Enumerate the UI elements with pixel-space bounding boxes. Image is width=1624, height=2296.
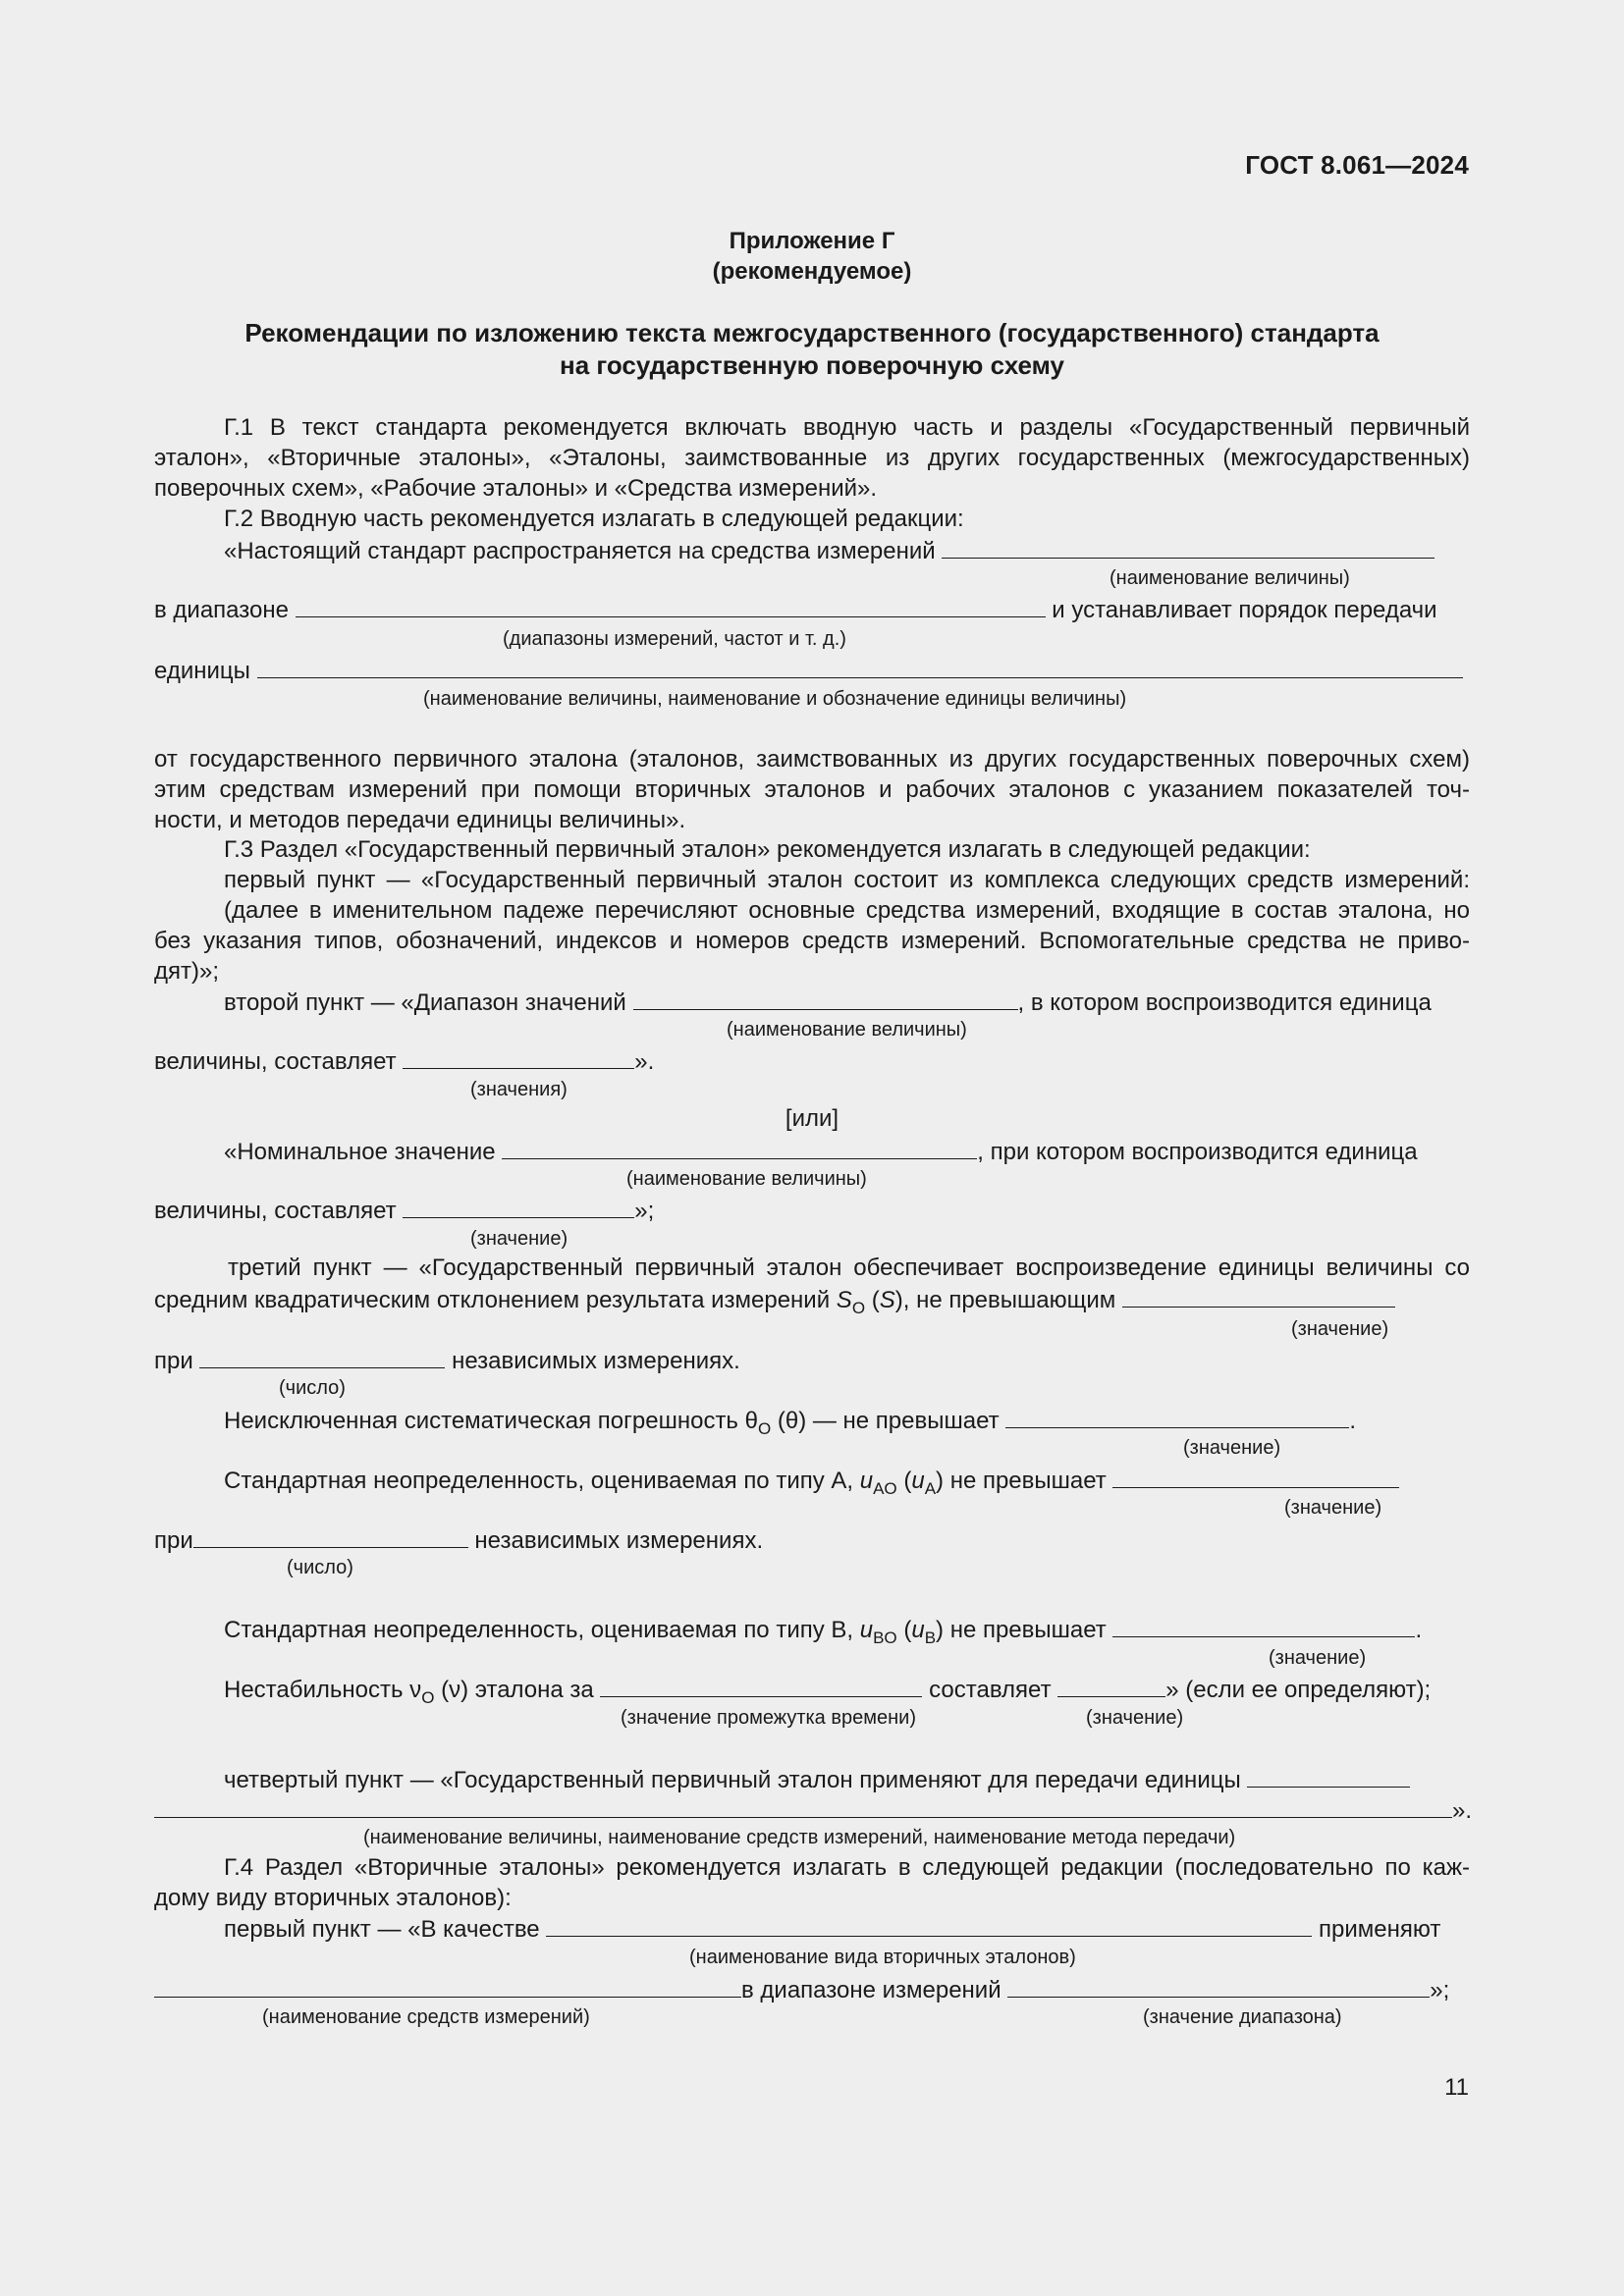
symbol-subscript: O <box>851 1298 866 1317</box>
field-caption: (диапазоны измерений, частот и т. д.) <box>503 628 846 650</box>
field-caption: (значение) <box>1269 1647 1367 1669</box>
fill-in-blank <box>296 595 1046 617</box>
paragraph-g3-line <box>154 1346 740 1375</box>
text-fragment: . <box>1415 1617 1423 1643</box>
field-caption: (наименование величины) <box>626 1168 867 1190</box>
fill-in-blank <box>1247 1765 1410 1788</box>
paragraph-g2-line <box>224 536 1435 565</box>
fill-in-blank <box>633 988 1018 1010</box>
text-fragment: Стандартная неопределенность, оцениваемая по типу В, <box>224 1617 854 1643</box>
field-caption: (число) <box>287 1557 353 1578</box>
symbol-subscript: B <box>924 1628 937 1647</box>
document-code: ГОСТ 8.061—2024 <box>1245 150 1469 180</box>
text-fragment: четвертый пункт — «Государственный первичный эталон применяют для передачи единицы <box>224 1767 1241 1793</box>
symbol: u <box>859 1617 874 1643</box>
fill-in-blank <box>1112 1466 1399 1488</box>
text-fragment: . <box>1349 1408 1356 1434</box>
paragraph-g3-line: третий пункт — «Государственный первичный эталон обеспечивает воспроизведение единицы величины со <box>228 1255 1470 1281</box>
fill-in-blank <box>1057 1675 1165 1697</box>
text-fragment: независимых измерениях. <box>452 1348 740 1374</box>
symbol-subscript: O <box>421 1687 435 1707</box>
fill-in-blank <box>1007 1975 1430 1998</box>
symbol-subscript: O <box>757 1418 772 1438</box>
text-fragment: , при котором воспроизводится единица <box>977 1139 1418 1165</box>
text-fragment: » (если ее определяют); <box>1165 1677 1432 1703</box>
text-fragment: в диапазоне измерений <box>741 1977 1001 2003</box>
field-caption: (наименование величины, наименование средств измерений, наименование метода передачи) <box>363 1827 1236 1848</box>
symbol: u <box>859 1468 874 1494</box>
paragraph-g3-line <box>154 1795 1472 1825</box>
appendix-heading <box>0 226 1624 287</box>
text-fragment: ) не превышает <box>936 1468 1107 1494</box>
paragraph-g3-line <box>224 988 1432 1017</box>
text-fragment: ( <box>903 1617 912 1643</box>
paragraph-g3-line: первый пункт — «Государственный первичный эталон состоит из комплекса следующих средств измерений: <box>224 867 1470 893</box>
text-fragment: ) не превышает <box>936 1617 1107 1643</box>
paragraph-g3-line <box>154 1285 1395 1322</box>
text-fragment: независимых измерениях. <box>474 1527 764 1554</box>
text-fragment: при <box>154 1527 193 1554</box>
document-title-line-2: на государственную поверочную схему <box>559 350 1064 380</box>
paragraph-g4-line <box>154 1975 1449 2004</box>
text-fragment: , в котором воспроизводится единица <box>1017 989 1432 1016</box>
paragraph-g1-line: поверочных схем», «Рабочие эталоны» и «Средства измерений». <box>154 475 878 502</box>
text-fragment: Нестабильность ν <box>224 1677 422 1703</box>
field-caption: (значение диапазона) <box>1143 2006 1342 2028</box>
paragraph-g2-line: ности, и методов передачи единицы величины». <box>154 807 686 833</box>
text-fragment: второй пункт — «Диапазон значений <box>224 989 626 1016</box>
paragraph-g3-line: дят)»; <box>154 958 219 985</box>
field-caption: (значения) <box>470 1079 568 1100</box>
symbol-subscript: AO <box>873 1478 897 1498</box>
text-fragment: Неисключенная систематическая погрешность θ <box>224 1408 758 1434</box>
appendix-status: (рекомендуемое) <box>712 258 912 285</box>
text-fragment: и устанавливает порядок передачи <box>1052 597 1437 623</box>
field-caption: (значение промежутка времени) <box>621 1707 916 1729</box>
text-fragment: ». <box>1452 1797 1473 1824</box>
symbol: u <box>911 1468 925 1494</box>
fill-in-blank <box>403 1046 634 1069</box>
fill-in-blank <box>403 1196 634 1218</box>
field-caption: (наименование средств измерений) <box>262 2006 590 2028</box>
symbol-subscript: A <box>924 1478 937 1498</box>
field-caption: (значение) <box>1086 1707 1184 1729</box>
paragraph-g4-line <box>224 1914 1440 1944</box>
fill-in-blank <box>600 1675 922 1697</box>
text-fragment: (θ) — не превышает <box>777 1408 1000 1434</box>
document-title <box>0 317 1624 382</box>
paragraph-g4-line: дому виду вторичных эталонов): <box>154 1885 512 1911</box>
text-fragment: в диапазоне <box>154 597 289 623</box>
fill-in-blank <box>154 1795 1452 1818</box>
symbol: S <box>879 1287 895 1313</box>
text-fragment: ), не превышающим <box>894 1287 1116 1313</box>
text-fragment: ». <box>634 1048 655 1075</box>
text-fragment: применяют <box>1319 1916 1441 1943</box>
text-fragment: средним квадратическим отклонением результата измерений <box>154 1287 831 1313</box>
field-caption: (наименование вида вторичных эталонов) <box>689 1947 1076 1968</box>
text-fragment: величины, составляет <box>154 1048 397 1075</box>
text-fragment: »; <box>634 1198 655 1224</box>
fill-in-blank <box>546 1914 1312 1937</box>
fill-in-blank <box>1005 1406 1349 1428</box>
paragraph-g3-line <box>154 1525 763 1555</box>
paragraph-g3-line <box>224 1137 1418 1166</box>
fill-in-blank <box>193 1525 468 1548</box>
fill-in-blank <box>942 536 1435 559</box>
text-fragment: «Настоящий стандарт распространяется на средства измерений <box>224 538 936 564</box>
appendix-title: Приложение Г <box>729 228 895 254</box>
text-fragment: величины, составляет <box>154 1198 397 1224</box>
field-caption: (значение) <box>1183 1437 1281 1459</box>
fill-in-blank <box>154 1975 741 1998</box>
paragraph-g2-line: от государственного первичного эталона (эталонов, заимствованных из других государственных поверочных схем) <box>154 746 1470 773</box>
paragraph-g3-line <box>154 1196 654 1225</box>
symbol-subscript: BO <box>873 1628 897 1647</box>
paragraph-g3-line <box>224 1765 1410 1794</box>
text-fragment: составляет <box>929 1677 1052 1703</box>
paragraph-g2-line <box>154 656 1463 685</box>
field-caption: (наименование величины) <box>1110 567 1350 589</box>
text-fragment: (ν) эталона за <box>441 1677 594 1703</box>
fill-in-blank <box>199 1346 445 1368</box>
fill-in-blank <box>502 1137 977 1159</box>
text-fragment: »; <box>1430 1977 1450 2003</box>
document-title-line-1: Рекомендации по изложению текста межгосударственного (государственного) стандарта <box>244 318 1380 347</box>
field-caption: (значение) <box>1284 1497 1382 1519</box>
text-fragment: ( <box>871 1287 880 1313</box>
field-caption: (наименование величины, наименование и обозначение единицы величины) <box>423 688 1127 710</box>
paragraph-g3-line <box>224 1615 1422 1652</box>
text-fragment: первый пункт — «В качестве <box>224 1916 540 1943</box>
alternative-separator: [или] <box>785 1105 839 1132</box>
symbol: S <box>836 1287 852 1313</box>
paragraph-g3-line <box>224 1466 1399 1503</box>
fill-in-blank <box>1112 1615 1415 1637</box>
field-caption: (наименование величины) <box>727 1019 967 1041</box>
paragraph-g1-line: эталон», «Вторичные эталоны», «Эталоны, заимствованные из других государственных (межгосударственных) <box>154 445 1470 471</box>
field-caption: (значение) <box>470 1228 568 1250</box>
paragraph-g2-line: Г.2 Вводную часть рекомендуется излагать в следующей редакции: <box>224 506 964 532</box>
paragraph-g3-line: Г.3 Раздел «Государственный первичный эталон» рекомендуется излагать в следующей редакции: <box>224 836 1311 863</box>
paragraph-g2-line: этим средствам измерений при помощи вторичных эталонов и рабочих эталонов с указанием показателей точ- <box>154 776 1470 803</box>
text-fragment: ( <box>903 1468 912 1494</box>
page-number: 11 <box>1444 2074 1469 2101</box>
field-caption: (число) <box>279 1377 346 1399</box>
fill-in-blank <box>1122 1285 1395 1308</box>
paragraph-g3-line: без указания типов, обозначений, индексов и номеров средств измерений. Вспомогательные средства не приво- <box>154 928 1470 954</box>
field-caption: (значение) <box>1291 1318 1389 1340</box>
paragraph-g3-line: (далее в именительном падеже перечисляют основные средства измерений, входящие в состав эталона, но <box>224 897 1470 924</box>
text-fragment: Стандартная неопределенность, оцениваемая по типу А, <box>224 1468 854 1494</box>
paragraph-g1-line: Г.1 В текст стандарта рекомендуется включать вводную часть и разделы «Государственный первичный <box>224 414 1470 441</box>
paragraph-g2-line <box>154 595 1437 624</box>
paragraph-g3-line <box>154 1046 654 1076</box>
text-fragment: при <box>154 1348 193 1374</box>
text-fragment: «Номинальное значение <box>224 1139 496 1165</box>
text-fragment: единицы <box>154 658 250 684</box>
fill-in-blank <box>257 656 1463 678</box>
symbol: u <box>911 1617 925 1643</box>
paragraph-g4-line: Г.4 Раздел «Вторичные эталоны» рекомендуется излагать в следующей редакции (последовательно по каж- <box>224 1854 1470 1881</box>
